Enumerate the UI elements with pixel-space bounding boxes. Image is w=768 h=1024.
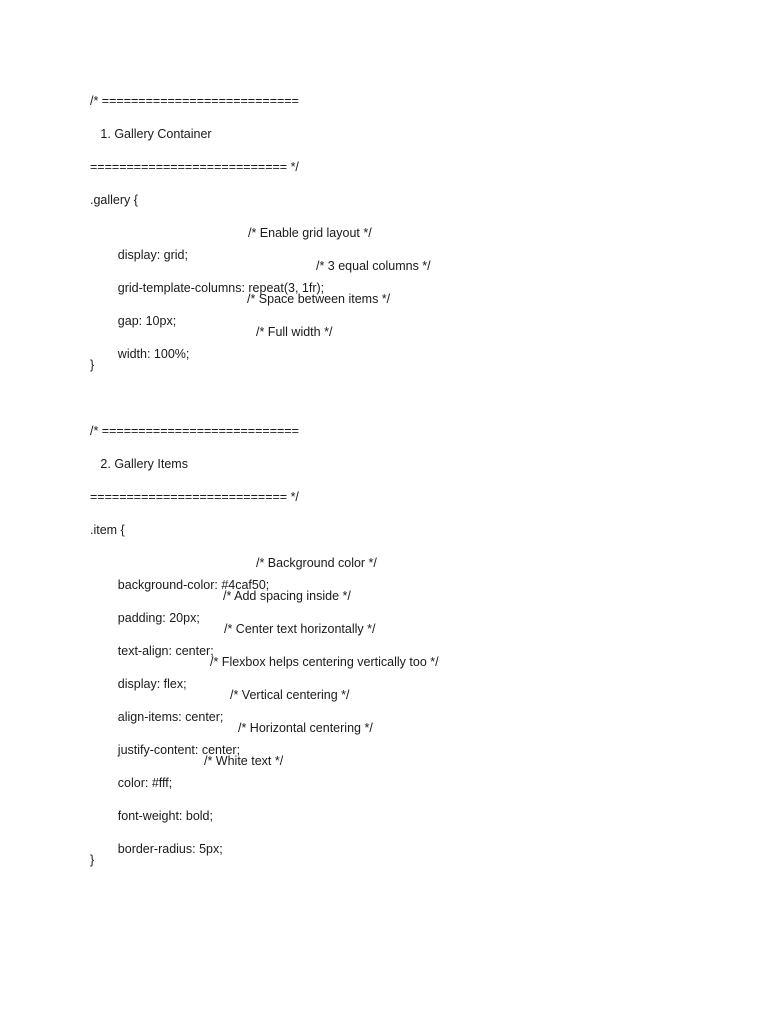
code-listing	[90, 90, 710, 882]
rule-code: padding: 20px;	[110, 611, 200, 625]
rule-code: color: #fff;	[110, 776, 173, 790]
rule-code: justify-content: center;	[110, 743, 241, 757]
rule-line	[90, 321, 710, 361]
rule-code: grid-template-columns: repeat(3, 1fr);	[110, 281, 325, 295]
section-2-header-open: /* ===========================	[90, 424, 299, 438]
rule-code: font-weight: bold;	[110, 809, 213, 823]
rule-line	[90, 288, 710, 328]
rule-line	[90, 585, 710, 625]
rule-code: display: grid;	[110, 248, 188, 262]
rule-comment: /* Enable grid layout */	[248, 226, 372, 240]
section-1-header-title: 1. Gallery Container	[90, 127, 212, 141]
rule-comment: /* Background color */	[256, 556, 377, 570]
rule-line	[90, 255, 710, 295]
rule-line	[90, 816, 710, 856]
item-close-brace: }	[90, 853, 95, 867]
rule-code: border-radius: 5px;	[110, 842, 223, 856]
section-2-header-title: 2. Gallery Items	[90, 457, 188, 471]
rule-line	[90, 222, 710, 262]
section-1-header-close: =========================== */	[90, 160, 299, 174]
gallery-selector: .gallery {	[90, 193, 138, 207]
section-2-header-close: =========================== */	[90, 490, 299, 504]
section-1-header-open: /* ===========================	[90, 94, 299, 108]
rule-comment: /* 3 equal columns */	[316, 259, 431, 273]
spacer	[90, 387, 710, 420]
rule-comment: /* Space between items */	[247, 292, 391, 306]
rule-comment: /* Center text horizontally */	[224, 622, 376, 636]
rule-code: display: flex;	[110, 677, 187, 691]
rule-line	[90, 684, 710, 724]
rule-code: background-color: #4caf50;	[110, 578, 270, 592]
rule-line	[90, 651, 710, 691]
rule-line	[90, 618, 710, 658]
rule-comment: /* Full width */	[256, 325, 333, 339]
rule-code: text-align: center;	[110, 644, 214, 658]
rule-line	[90, 717, 710, 757]
rule-comment: /* Vertical centering */	[230, 688, 350, 702]
rule-code: width: 100%;	[110, 347, 190, 361]
rule-comment: /* Add spacing inside */	[223, 589, 351, 603]
rule-comment: /* Flexbox helps centering vertically too */	[210, 655, 439, 669]
rule-comment: /* White text */	[204, 754, 284, 768]
rule-line	[90, 783, 710, 823]
rule-code: align-items: center;	[110, 710, 224, 724]
rule-comment: /* Horizontal centering */	[238, 721, 373, 735]
rule-code: gap: 10px;	[110, 314, 177, 328]
gallery-close-brace: }	[90, 358, 95, 372]
rule-line	[90, 750, 710, 790]
item-selector: .item {	[90, 523, 125, 537]
rule-line	[90, 552, 710, 592]
